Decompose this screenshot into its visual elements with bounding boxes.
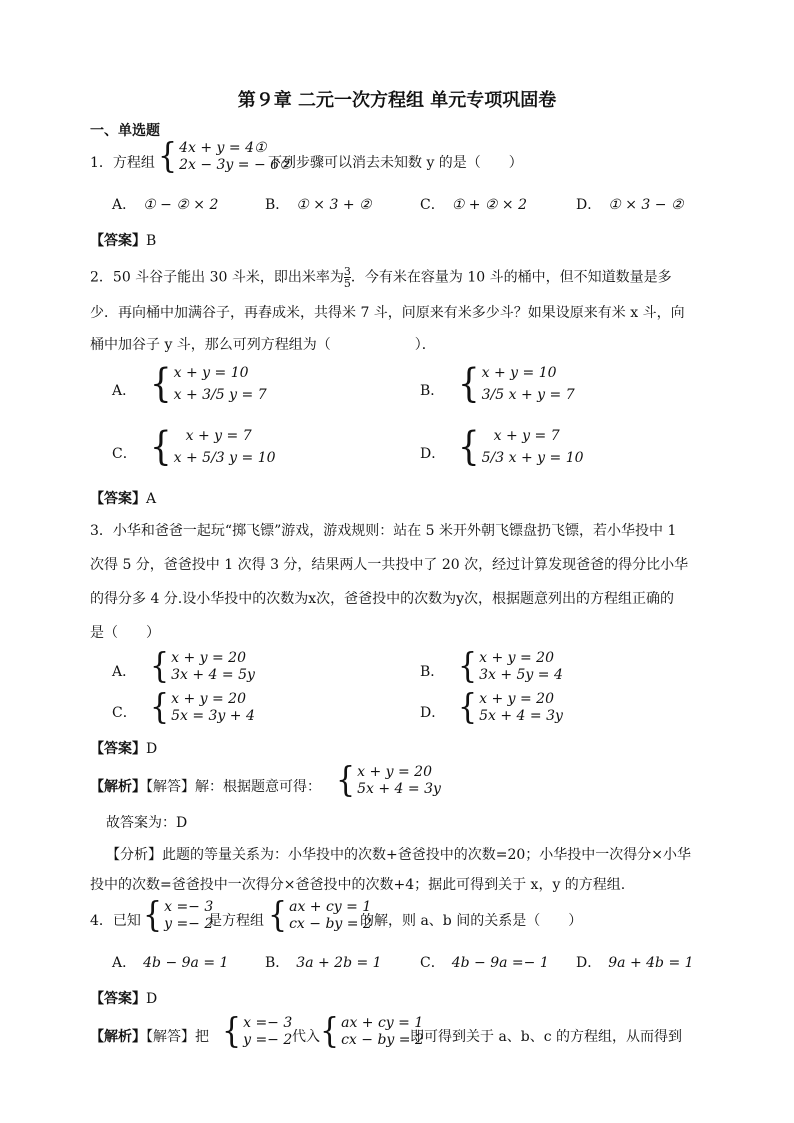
q4-number: 4．已知 (90, 913, 141, 929)
q3-line4: 是（ ） (90, 625, 160, 641)
q3-analysis: 【解析】【解答】解：根据题意可得： (90, 779, 321, 795)
q3-line2: 次得 5 分，爸爸投中 1 次得 3 分，结果两人一共投中了 20 次，经过计算发现爸爸的得分比小华 (90, 557, 689, 573)
q1-system: { 4x + y = 4① 2x − 3y = − 6② (158, 136, 292, 177)
q4-analysis-solution: { x =− 3 y =− 2 (222, 1011, 293, 1052)
q4-option-a[interactable]: A． 4b − 9a = 1 (112, 955, 229, 971)
q3-answer: 【答案】D (90, 741, 158, 757)
q4-option-b[interactable]: B． 3a + 2b = 1 (265, 955, 382, 971)
q2-line1: 2．50 斗谷子能出 30 斗米，即出米率为 $\frac{3}{5}$ ．今有米在容量为 10 斗的桶中，但不知道数量是多 (90, 265, 672, 290)
q4-analysis: 【解析】【解答】把 (90, 1029, 209, 1045)
q1-eq1: 4x + y = 4① (179, 140, 267, 156)
q3-fenxi-line1: 【分析】此题的等量关系为：小华投中的次数+爸爸投中的次数=20；小华投中一次得分×小华 (106, 847, 692, 863)
q4-stem: 的解，则 a、b 间的关系是（ ） (360, 913, 583, 929)
q3-option-c-label[interactable]: C． (112, 705, 137, 721)
q3-option-d[interactable]: { x + y = 20 5x + 4 = 3y (458, 687, 563, 728)
q4-analysis-system: { ax + cy = 1 cx − by = 2 (320, 1011, 424, 1052)
q1-option-c[interactable]: C． ① + ② × 2 (420, 197, 527, 213)
q2-fraction: $\frac{3}{5}$ (343, 265, 351, 290)
q4-answer: 【答案】D (90, 991, 158, 1007)
q2-line2: 少．再向桶中加满谷子，再舂成米，共得米 7 斗，问原来有米多少斗？如果设原来有米 x 斗，向 (90, 305, 685, 321)
q4-option-d[interactable]: D． 9a + 4b = 1 (576, 955, 694, 971)
q3-line3: 的得分多 4 分.设小华投中的次数为x次，爸爸投中的次数为y次，根据题意列出的方程组正确的 (90, 591, 675, 607)
page-title: 第９章 二元一次方程组 单元专项巩固卷 (237, 90, 557, 111)
q4-mid: 是方程组 (208, 913, 264, 929)
q2-answer: 【答案】A (90, 491, 157, 507)
q3-option-a[interactable]: { x + y = 20 3x + 4 = 5y (150, 646, 255, 687)
q2-option-d-label[interactable]: D． (420, 446, 446, 462)
q3-option-d-label[interactable]: D． (420, 705, 446, 721)
q1-eq2: 2x − 3y = − 6② (179, 157, 292, 173)
q3-fenxi-line2: 投中的次数=爸爸投中一次得分×爸爸投中的次数+4；据此可得到关于 x，y 的方程组. (90, 877, 626, 893)
q2-option-b[interactable]: { x + y = 10 3/5 x + y = 7 (458, 361, 575, 407)
q2-line3: 桶中加谷子 y 斗，那么可列方程组为（ ）． (90, 337, 436, 353)
q1-option-b[interactable]: B． ① × 3 + ② (265, 197, 372, 213)
q2-option-a-label[interactable]: A． (112, 383, 137, 399)
q4-analysis-mid: 代入 (292, 1029, 320, 1045)
section-heading: 一、单选题 (90, 123, 160, 139)
q4-solution: { x =− 3 y =− 2 (143, 895, 214, 936)
q2-option-c[interactable]: { x + y = 7 x + 5/3 y = 10 (150, 424, 276, 470)
q3-analysis-system: { x + y = 20 5x + 4 = 3y (336, 760, 441, 801)
q3-option-b-label[interactable]: B． (420, 664, 445, 680)
q2-option-a[interactable]: { x + y = 10 x + 3/5 y = 7 (150, 361, 267, 407)
q4-system: { ax + cy = 1 cx − by = 2 (268, 895, 372, 936)
q3-line1: 3．小华和爸爸一起玩“掷飞镖”游戏，游戏规则：站在 5 米开外朝飞镖盘扔飞镖，若小华投中 1 (90, 523, 677, 539)
q1-answer: 【答案】B (90, 233, 157, 249)
q2-option-d[interactable]: { x + y = 7 5/3 x + y = 10 (458, 424, 584, 470)
q2-option-b-label[interactable]: B． (420, 383, 445, 399)
q1-number: 1．方程组 (90, 155, 155, 171)
q3-option-b[interactable]: { x + y = 20 3x + 5y = 4 (458, 646, 563, 687)
q3-option-c[interactable]: { x + y = 20 5x = 3y + 4 (150, 687, 255, 728)
q4-option-c[interactable]: C． 4b − 9a =− 1 (420, 955, 549, 971)
q1-stem: 下列步骤可以消去未知数 y 的是（ ） (268, 155, 523, 171)
q3-conclusion: 故答案为：D (106, 815, 188, 831)
q1-option-a[interactable]: A． ① − ② × 2 (112, 197, 219, 213)
q1-option-d[interactable]: D． ① × 3 − ② (576, 197, 684, 213)
q2-option-c-label[interactable]: C． (112, 446, 137, 462)
q4-analysis-suffix: 即可得到关于 a、b、c 的方程组，从而得到 (410, 1029, 683, 1045)
q3-option-a-label[interactable]: A． (112, 664, 137, 680)
